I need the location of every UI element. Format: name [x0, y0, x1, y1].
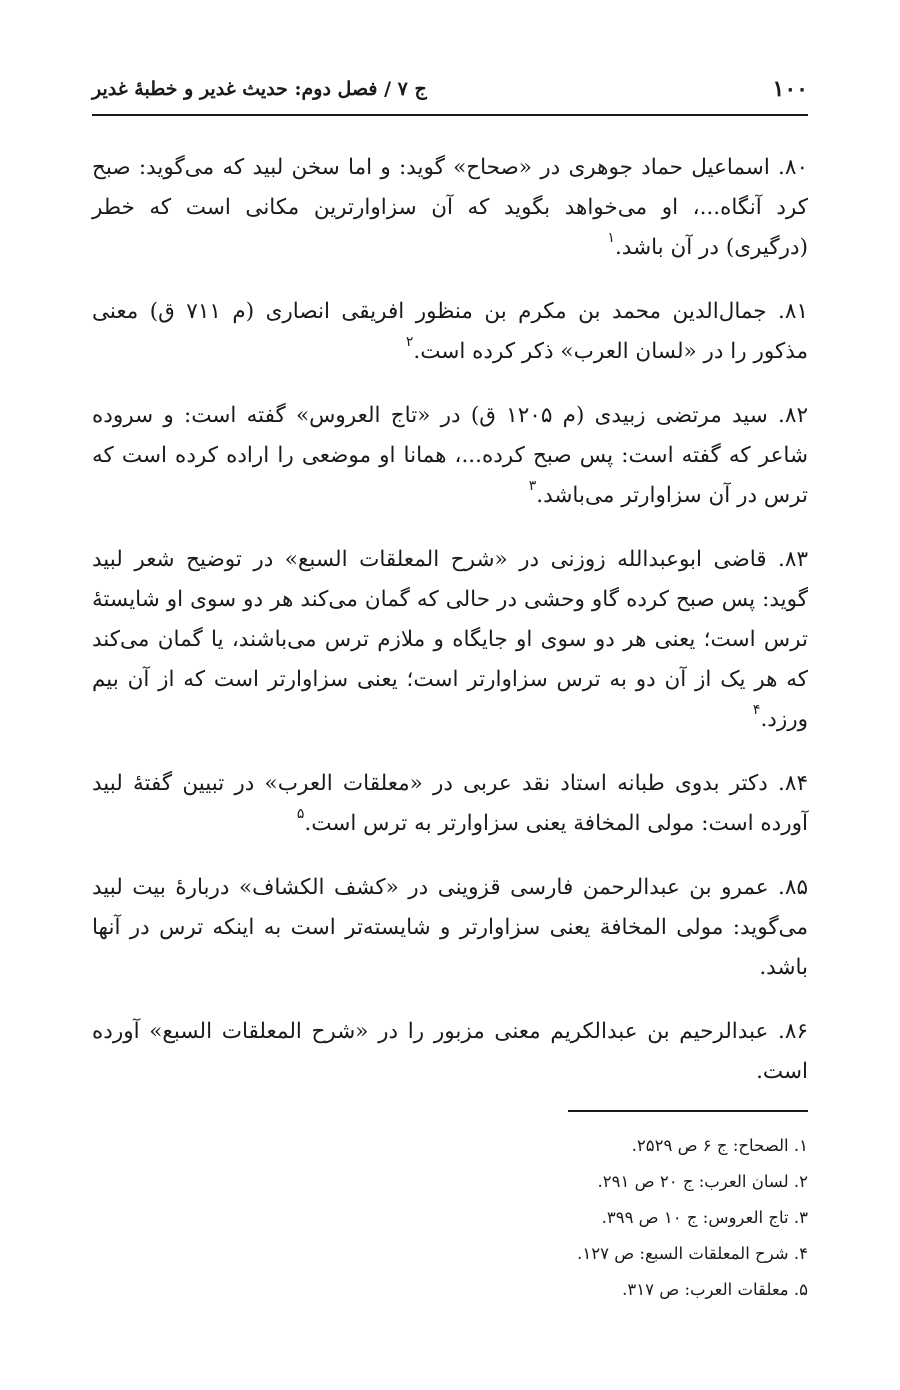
paragraph-text: ۸۴. دکتر بدوی طبانه استاد نقد عربی در «معلقات العرب» در تبیین گفتهٔ لبید آورده است: مولی المخافة یعنی سزاوارتر به ترس است. — [92, 771, 808, 836]
footnote-ref: ۳ — [528, 477, 537, 494]
page-header — [92, 72, 808, 116]
paragraph-text: ۸۲. سید مرتضی زبیدی (م ۱۲۰۵ ق) در «تاج العروس» گفته است: و سروده شاعر که گفته است: پس صبح کرده...، همانا او موضعی را اراده کرده است که ترس در آن سزاوارتر می‌باشد. — [92, 403, 809, 508]
paragraph-86 — [92, 1012, 808, 1092]
footnote-item: ۴. شرح المعلقات السبع: ص ۱۲۷. — [577, 1244, 808, 1263]
book-page — [92, 0, 808, 1390]
footnote-item: ۳. تاج العروس: ج ۱۰ ص ۳۹۹. — [601, 1208, 808, 1227]
footnote-item: ۵. معلقات العرب: ص ۳۱۷. — [622, 1280, 808, 1299]
paragraph-text: ۸۶. عبدالرحیم بن عبدالکریم معنی مزبور را در «شرح المعلقات السبع» آورده است. — [92, 1019, 808, 1084]
footnotes-list — [92, 1128, 808, 1308]
footnote-item: ۲. لسان العرب: ج ۲۰ ص ۲۹۱. — [597, 1172, 808, 1191]
paragraph-text: ۸۵. عمرو بن عبدالرحمن فارسی قزوینی در «کشف الکشاف» دربارهٔ بیت لبید می‌گوید: مولی المخافة یعنی سزاوارتر و شایسته‌تر است به اینکه ترس در آنها باشد. — [92, 875, 808, 980]
footnote-divider — [568, 1110, 808, 1112]
paragraph-81 — [92, 292, 808, 372]
paragraph-85 — [92, 868, 808, 988]
paragraph-text: ۸۳. قاضی ابوعبدالله زوزنی در «شرح المعلقات السبع» در توضیح شعر لبید گوید: پس صبح کرده گاو وحشی در حالی که گمان می‌کند هر دو سوی او شایستهٔ ترس است؛ یعنی هر دو سوی او جایگاه و ملازم ترس می‌باشند، یا گمان می‌کند که هر یک از آن دو به ترس سزاوارتر است؛ یعنی سزاوارتر است که از آن بیم ورزد. — [92, 547, 808, 732]
footnote-ref: ۵ — [296, 805, 305, 822]
footnote-ref: ۱ — [607, 229, 615, 246]
paragraph-text: ۸۰. اسماعیل حماد جوهری در «صحاح» گوید: و اما سخن لبید که می‌گوید: صبح کرد آنگاه...، او می‌خواهد بگوید که آن سزاوارترین مکانی است که خطر (درگیری) در آن باشد. — [92, 155, 808, 260]
paragraph-text: ۸۱. جمال‌الدین محمد بن مکرم بن منظور افریقی انصاری (م ۷۱۱ ق) معنی مذکور را در «لسان العرب» ذکر کرده است. — [92, 299, 808, 364]
footnote-ref: ۴ — [752, 701, 761, 718]
paragraph-82 — [92, 396, 808, 516]
footnote-ref: ۲ — [405, 333, 414, 350]
paragraph-80 — [92, 148, 808, 268]
paragraph-84 — [92, 764, 808, 844]
footnote-item: ۱. الصحاح: ج ۶ ص ۲۵۲۹. — [631, 1136, 808, 1155]
body-text — [92, 148, 808, 1116]
running-title: ج ۷ / فصل دوم: حدیث غدیر و خطبهٔ غدیر — [92, 78, 427, 100]
paragraph-83 — [92, 540, 808, 740]
page-number: ۱۰۰ — [772, 76, 808, 102]
